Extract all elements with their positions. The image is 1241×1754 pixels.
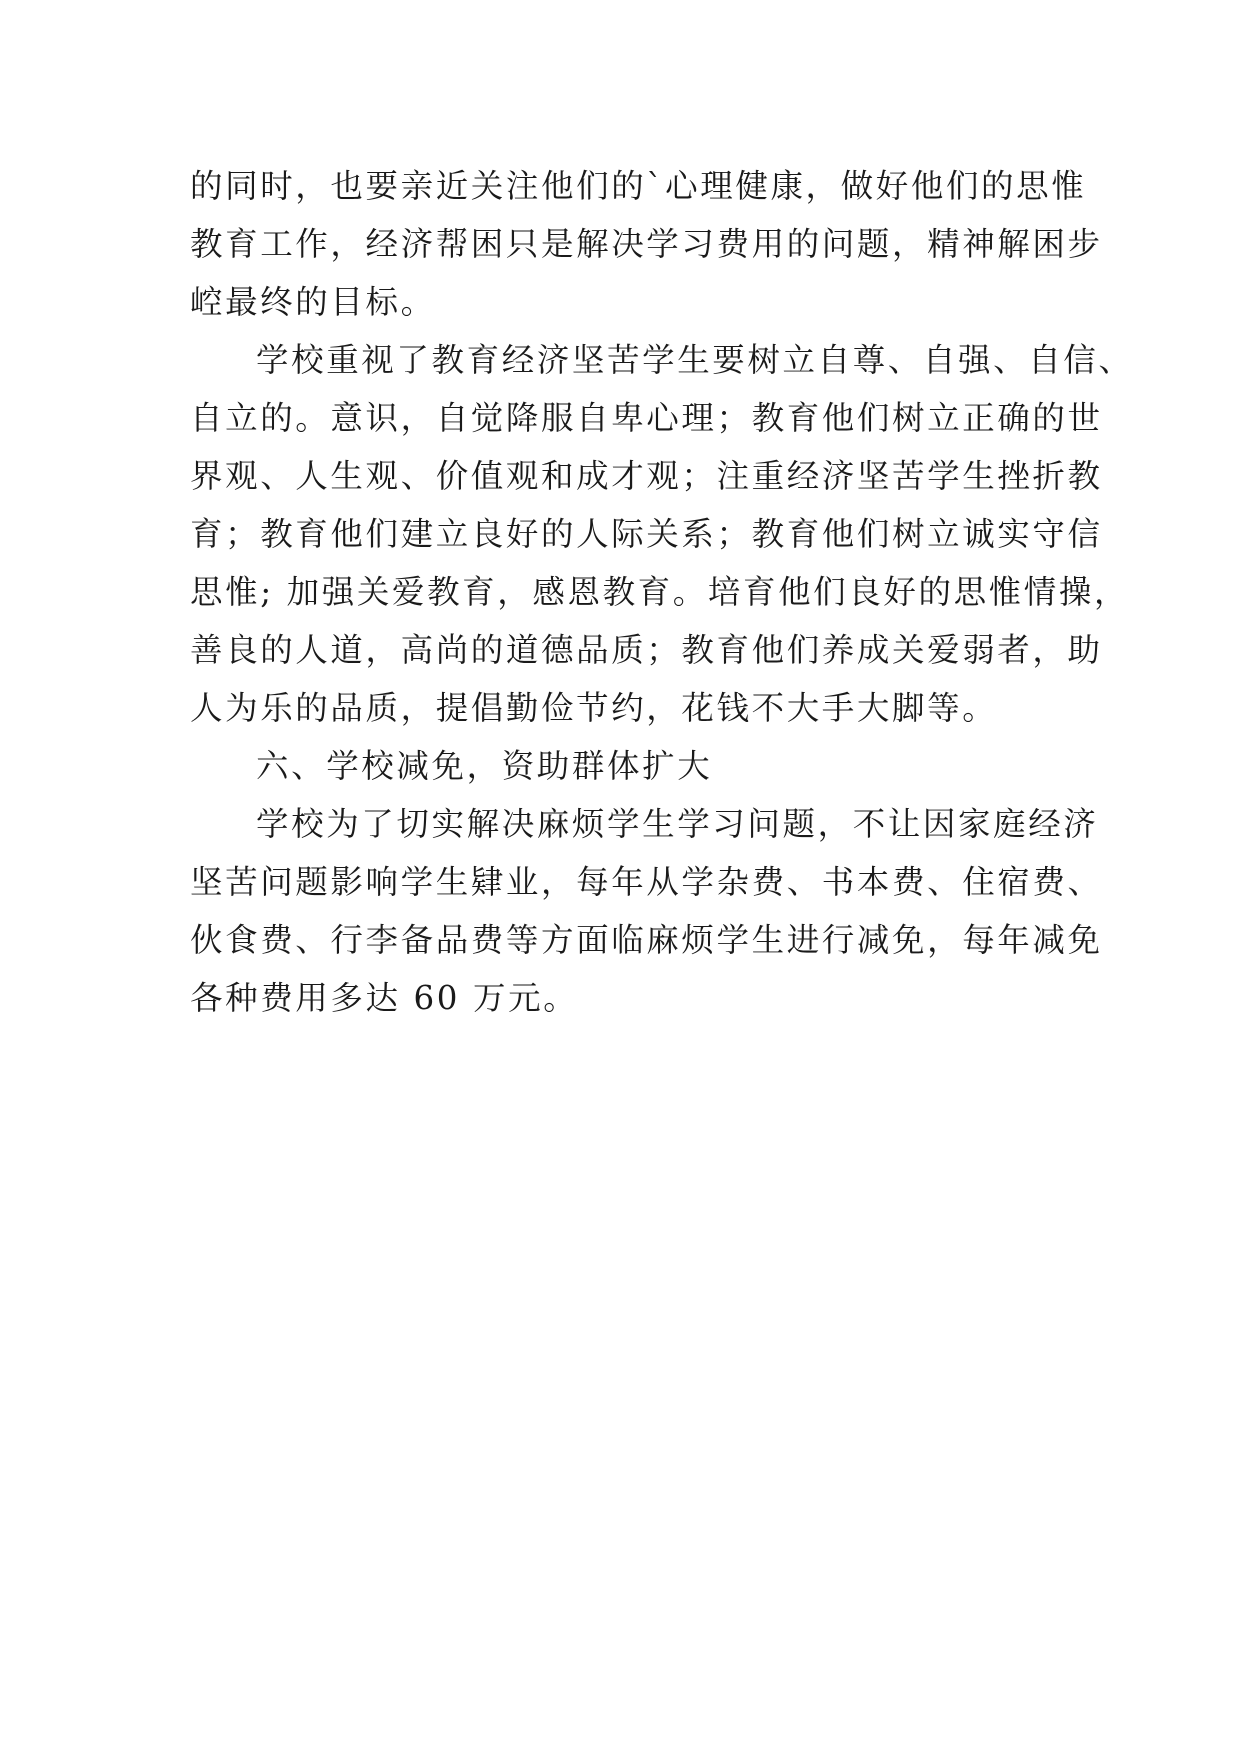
paragraph-line: 教育工作，经济帮困只是解决学习费用的问题，精神解困步: [190, 225, 1103, 263]
document-body: [190, 157, 1134, 1027]
paragraph-line: 界观、人生观、价值观和成才观；注重经济坚苦学生挫折教: [190, 457, 1103, 495]
paragraph-line: 的同时，也要亲近关注他们的`心理健康，做好他们的思惟: [190, 167, 1087, 205]
paragraph-line: 育；教育他们建立良好的人际关系；教育他们树立诚实守信: [190, 515, 1103, 553]
paragraph-line: 学校为了切实解决麻烦学生学习问题，不让因家庭经济: [256, 805, 1099, 843]
paragraph-line: 各种费用多达 60 万元。: [190, 979, 579, 1017]
paragraph-line: 思惟; 加强关爱教育，感恩教育。培育他们良好的思惟情操，: [190, 573, 1130, 611]
paragraph-line: 自立的。意识，自觉降服自卑心理；教育他们树立正确的世: [190, 399, 1103, 437]
paragraph-line: 学校重视了教育经济坚苦学生要树立自尊、自强、自信、: [256, 341, 1134, 379]
paragraph-line: 人为乐的品质，提倡勤俭节约，花钱不大手大脚等。: [190, 689, 998, 727]
paragraph-line: 崆最终的目标。: [190, 283, 436, 321]
paragraph-line: 善良的人道，高尚的道德品质；教育他们养成关爱弱者，助: [190, 631, 1103, 669]
paragraph-line: 坚苦问题影响学生肄业，每年从学杂费、书本费、住宿费、: [190, 863, 1103, 901]
paragraph-line: 伙食费、行李备品费等方面临麻烦学生进行减免，每年减免: [190, 921, 1103, 959]
section-heading: 六、学校减免，资助群体扩大: [256, 747, 713, 785]
